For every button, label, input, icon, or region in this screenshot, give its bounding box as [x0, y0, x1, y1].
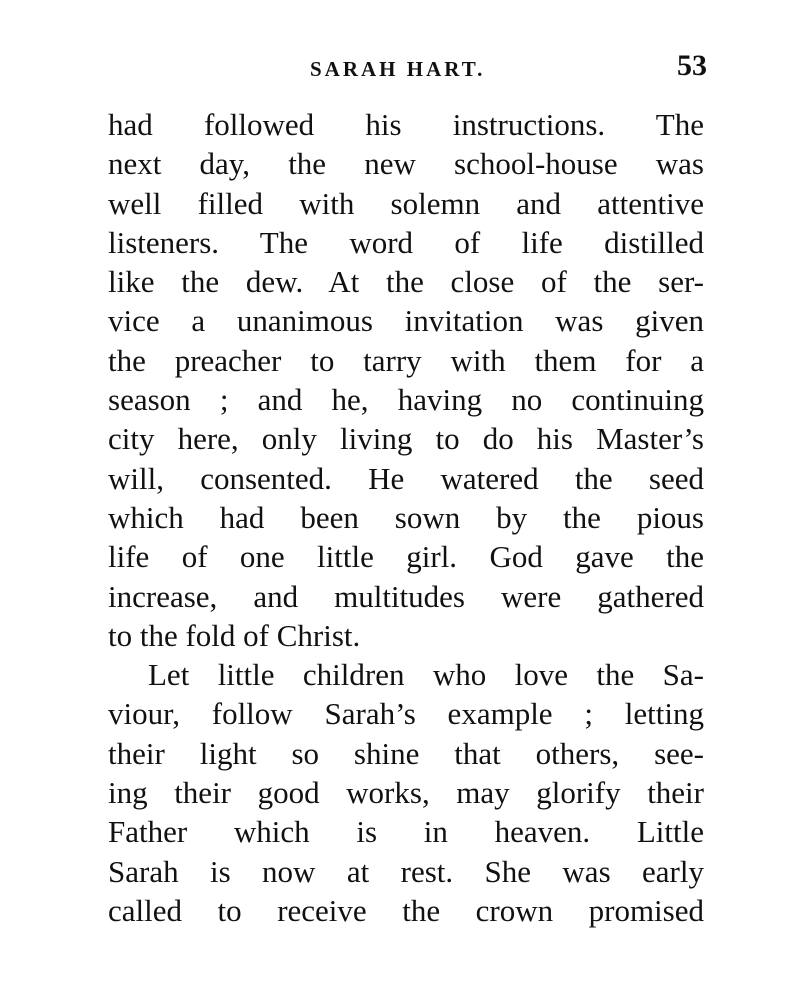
text-line: vice a unanimous invitation was given: [108, 303, 704, 339]
text-line: which had been sown by the pious: [108, 499, 704, 535]
text-line: viour, follow Sarah’s example ; letting: [108, 696, 704, 732]
text-line: Let little children who love the Sa-: [148, 657, 704, 693]
text-line: Father which is in heaven. Little: [108, 814, 704, 850]
text-line: next day, the new school-house was: [108, 146, 704, 182]
text-line: to the fold of Christ.: [108, 617, 361, 653]
paragraph-2: [108, 655, 704, 930]
paragraph-1: [108, 105, 704, 655]
text-line: like the dew. At the close of the ser-: [108, 264, 704, 300]
text-line: listeners. The word of life distilled: [108, 224, 704, 260]
text-line: ing their good works, may glorify their: [108, 775, 704, 811]
text-line: Sarah is now at rest. She was early: [108, 853, 704, 889]
text-line: season ; and he, having no continuing: [108, 382, 704, 418]
running-title: SARAH HART.: [310, 57, 486, 81]
text-line: called to receive the crown promised: [108, 892, 704, 928]
text-line: life of one little girl. God gave the: [108, 539, 704, 575]
text-line: the preacher to tarry with them for a: [108, 342, 704, 378]
text-line: well filled with solemn and attentive: [108, 185, 704, 221]
text-line: will, consented. He watered the seed: [108, 460, 704, 496]
text-line: had followed his instructions. The: [108, 107, 704, 142]
page-number: 53: [677, 49, 707, 82]
text-line: city here, only living to do his Master’s: [108, 421, 704, 457]
text-line: their light so shine that others, see-: [108, 735, 704, 771]
text-line: increase, and multitudes were gathered: [108, 578, 704, 614]
body-text: [108, 105, 704, 930]
running-head: [0, 47, 793, 87]
